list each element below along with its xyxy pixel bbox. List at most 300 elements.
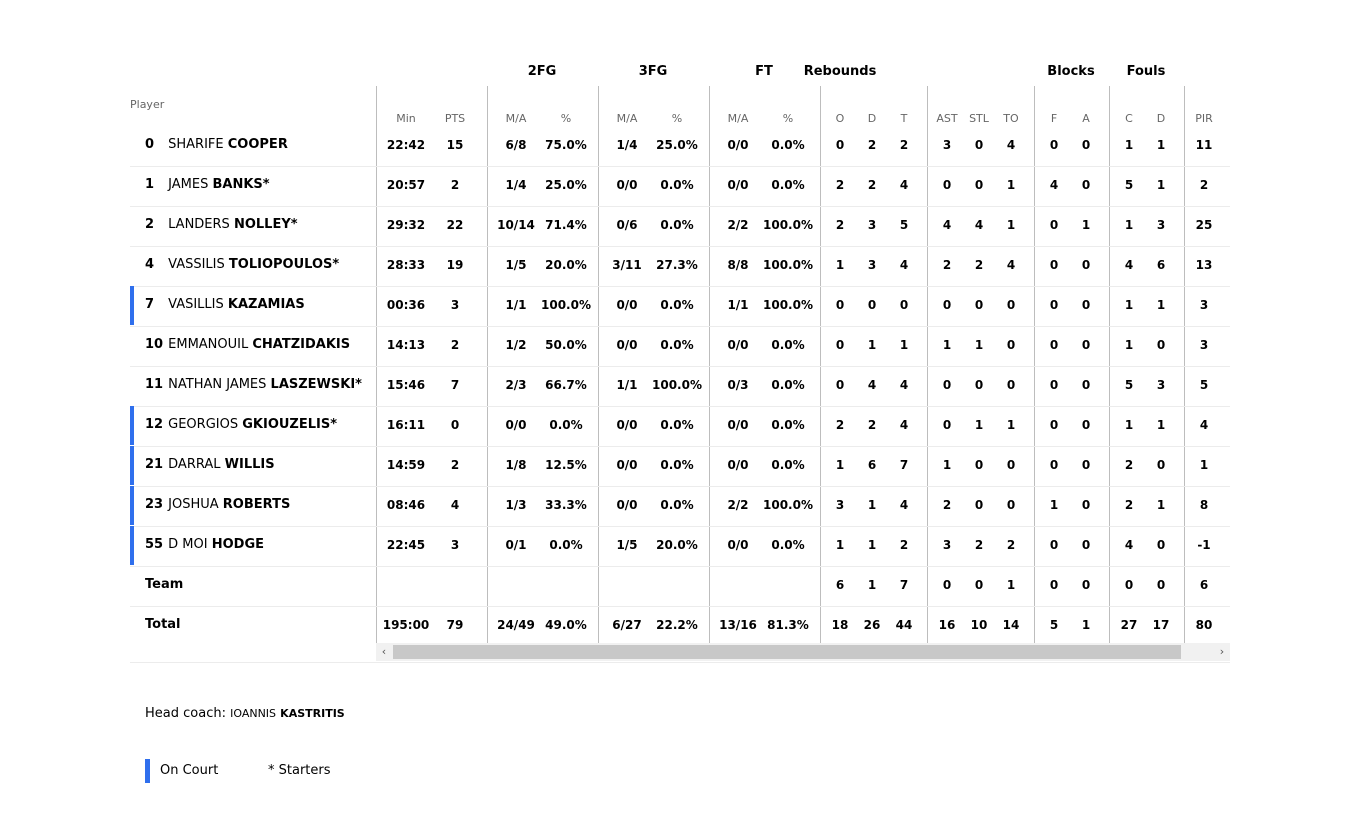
stat-cell: 0	[835, 138, 845, 152]
stat-cell: 4	[974, 218, 984, 232]
stat-cell: 0.0%	[660, 218, 694, 232]
stat-cell: 1	[1081, 218, 1091, 232]
column-header[interactable]: M/A	[727, 112, 749, 125]
stat-cell: 25.0%	[545, 178, 587, 192]
stat-cell: 0.0%	[771, 178, 805, 192]
stat-cell: 0/0	[616, 458, 638, 472]
player-first-name: EMMANOUIL	[168, 337, 249, 352]
column-header[interactable]: F	[1050, 112, 1058, 125]
on-court-legend-marker	[145, 759, 150, 783]
stat-cell: 28:33	[386, 258, 426, 272]
stat-cell: 22:45	[386, 538, 426, 552]
player-name[interactable]	[145, 297, 305, 313]
stat-cell: 2	[867, 418, 877, 432]
stat-cell: 0	[1081, 378, 1091, 392]
stat-cell: 4	[899, 258, 909, 272]
player-first-name: JOSHUA	[168, 497, 219, 512]
stat-cell: 7	[899, 578, 909, 592]
on-court-indicator	[130, 486, 134, 525]
stat-cell: 1	[1081, 618, 1091, 632]
stat-cell: 6/8	[505, 138, 527, 152]
on-court-indicator	[130, 526, 134, 565]
stat-cell: 0	[1006, 298, 1016, 312]
group-header-3fg: 3FG	[638, 64, 668, 79]
player-number: 10	[145, 337, 164, 352]
stat-cell: 0	[974, 458, 984, 472]
stat-cell: 3	[1156, 378, 1166, 392]
stat-cell: 0.0%	[660, 298, 694, 312]
stat-cell: 0/0	[727, 338, 749, 352]
stat-cell: 4	[1124, 258, 1134, 272]
player-last-name: CHATZIDAKIS	[252, 337, 351, 352]
stat-cell: 1/1	[727, 298, 749, 312]
stat-cell: 08:46	[386, 498, 426, 512]
stat-cell: 20:57	[386, 178, 426, 192]
stat-cell: 17	[1152, 618, 1170, 632]
stat-cell: 0	[835, 338, 845, 352]
player-last-name: BANKS*	[212, 177, 270, 192]
stat-cell: 3	[835, 498, 845, 512]
stat-cell: 2	[899, 138, 909, 152]
scroll-left-arrow-icon[interactable]: ‹	[381, 645, 387, 658]
player-last-name: COOPER	[227, 137, 288, 152]
player-name[interactable]	[145, 137, 288, 153]
stat-cell: 1	[1124, 298, 1134, 312]
stat-cell: 4	[1199, 418, 1209, 432]
stat-cell: 0/3	[727, 378, 749, 392]
stat-cell: 1	[1006, 418, 1016, 432]
stat-cell: 3	[450, 538, 460, 552]
stat-cell: 0	[1081, 138, 1091, 152]
column-header[interactable]: D	[867, 112, 877, 125]
stat-cell: 0.0%	[660, 418, 694, 432]
stat-cell: 4	[1049, 178, 1059, 192]
stat-cell: 2	[1124, 498, 1134, 512]
stat-cell: 0	[1006, 458, 1016, 472]
stat-cell: 0/1	[505, 538, 527, 552]
stat-cell: 0/0	[727, 538, 749, 552]
horizontal-scrollbar[interactable]	[376, 643, 1230, 661]
column-header[interactable]: STL	[969, 112, 989, 125]
player-number: 0	[145, 137, 155, 152]
stat-cell: 0.0%	[771, 538, 805, 552]
stat-cell: 1	[1199, 458, 1209, 472]
column-header[interactable]: O	[835, 112, 845, 125]
stat-cell: 0/0	[616, 178, 638, 192]
player-number: 7	[145, 297, 155, 312]
row-divider	[130, 326, 1230, 327]
stat-cell: 27.3%	[656, 258, 698, 272]
player-first-name: NATHAN JAMES	[168, 377, 267, 392]
player-name[interactable]	[145, 377, 362, 393]
stat-cell: 4	[899, 378, 909, 392]
stat-cell: 2	[450, 178, 460, 192]
player-name[interactable]	[145, 417, 337, 433]
stat-cell: 1	[942, 458, 952, 472]
stat-cell: 0	[942, 578, 952, 592]
stat-cell: 5	[899, 218, 909, 232]
team-row-label: Team	[145, 577, 184, 592]
stat-cell: 0/0	[505, 418, 527, 432]
stat-cell: 8	[1199, 498, 1209, 512]
stat-cell: 4	[899, 418, 909, 432]
stat-cell: 0	[1081, 538, 1091, 552]
player-name[interactable]	[145, 337, 350, 353]
coach-last-name: KASTRITIS	[280, 707, 345, 720]
stat-cell: 0	[450, 418, 460, 432]
stat-cell: 0.0%	[771, 378, 805, 392]
stat-cell: 79	[446, 618, 464, 632]
stat-cell: 0	[1049, 258, 1059, 272]
stat-cell: 1	[1006, 578, 1016, 592]
column-header[interactable]: TO	[1003, 112, 1019, 125]
player-number: 55	[145, 537, 164, 552]
stat-cell: 50.0%	[545, 338, 587, 352]
stat-cell: 0	[974, 578, 984, 592]
stat-cell: 0	[1081, 338, 1091, 352]
stat-cell: 1	[899, 338, 909, 352]
stat-cell: 4	[867, 378, 877, 392]
stat-cell: 0	[974, 298, 984, 312]
stat-cell: 20.0%	[545, 258, 587, 272]
player-last-name: NOLLEY*	[233, 217, 298, 232]
stat-cell: 4	[899, 498, 909, 512]
player-first-name: DARRAL	[168, 457, 221, 472]
stat-cell: 4	[1006, 138, 1016, 152]
column-header[interactable]: AST	[936, 112, 958, 125]
player-number: 11	[145, 377, 164, 392]
row-divider	[130, 566, 1230, 567]
stat-cell: 49.0%	[545, 618, 587, 632]
column-header[interactable]: M/A	[616, 112, 638, 125]
player-last-name: GKIOUZELIS*	[242, 417, 338, 432]
stat-cell: 1	[835, 538, 845, 552]
stat-cell: 1/8	[505, 458, 527, 472]
stat-cell: 6	[1156, 258, 1166, 272]
group-header-2fg: 2FG	[527, 64, 557, 79]
stat-cell: 0	[1081, 578, 1091, 592]
player-number: 4	[145, 257, 155, 272]
stat-cell: 16:11	[386, 418, 426, 432]
stat-cell: 27	[1120, 618, 1138, 632]
stat-cell: 1	[942, 338, 952, 352]
player-column-header[interactable]: Player	[130, 98, 165, 111]
stat-cell: 2	[942, 498, 952, 512]
player-first-name: GEORGIOS	[168, 417, 239, 432]
stat-cell: 0/0	[727, 458, 749, 472]
stat-cell: 1/5	[505, 258, 527, 272]
stat-cell: 1	[1124, 218, 1134, 232]
stat-cell: 2/2	[727, 218, 749, 232]
stat-cell: 4	[450, 498, 460, 512]
stat-cell: 5	[1199, 378, 1209, 392]
player-last-name: ROBERTS	[222, 497, 291, 512]
column-header[interactable]: A	[1082, 112, 1090, 125]
column-header[interactable]: %	[782, 112, 794, 125]
stat-cell: 1	[1156, 498, 1166, 512]
player-first-name: VASSILIS	[168, 257, 225, 272]
stat-cell: 1	[1156, 418, 1166, 432]
stat-cell: 15:46	[386, 378, 426, 392]
stat-cell: 1/4	[505, 178, 527, 192]
stat-cell: 1/2	[505, 338, 527, 352]
stat-cell: 1	[835, 458, 845, 472]
stat-cell: 0/0	[727, 178, 749, 192]
column-header[interactable]: T	[900, 112, 908, 125]
starters-legend-label: * Starters	[268, 763, 331, 778]
column-header[interactable]: %	[560, 112, 572, 125]
stat-cell: 0	[1081, 298, 1091, 312]
total-row-label: Total	[145, 617, 181, 632]
stat-cell: 3	[450, 298, 460, 312]
stat-cell: 2	[867, 178, 877, 192]
stat-cell: 100.0%	[763, 258, 813, 272]
column-header[interactable]: %	[671, 112, 683, 125]
stat-cell: 4	[1006, 258, 1016, 272]
table-scroll-area[interactable]	[130, 58, 1230, 663]
stat-cell: 0	[835, 298, 845, 312]
stat-cell: 1	[867, 498, 877, 512]
player-name[interactable]	[145, 217, 298, 233]
stat-cell: 2	[450, 338, 460, 352]
stat-cell: 66.7%	[545, 378, 587, 392]
stat-cell: 100.0%	[763, 298, 813, 312]
column-header[interactable]: D	[1156, 112, 1166, 125]
player-last-name: LASZEWSKI*	[270, 377, 362, 392]
player-last-name: HODGE	[211, 537, 264, 552]
stat-cell: 11	[1195, 138, 1213, 152]
row-divider	[130, 286, 1230, 287]
stat-cell: 10/14	[497, 218, 535, 232]
stat-cell: 3	[942, 538, 952, 552]
player-name[interactable]	[145, 497, 290, 513]
stat-cell: 2/3	[505, 378, 527, 392]
player-first-name: VASILLIS	[168, 297, 224, 312]
player-first-name: LANDERS	[168, 217, 230, 232]
stat-cell: 24/49	[497, 618, 535, 632]
row-divider	[130, 246, 1230, 247]
stat-cell: 0	[1049, 538, 1059, 552]
on-court-legend-label: On Court	[160, 763, 219, 778]
stat-cell: 14:59	[386, 458, 426, 472]
boxscore-table	[130, 58, 1230, 663]
stat-cell: 1	[1156, 298, 1166, 312]
stat-cell: 1	[1124, 418, 1134, 432]
stat-cell: 2	[835, 218, 845, 232]
row-divider	[130, 606, 1230, 607]
stat-cell: 2	[1199, 178, 1209, 192]
row-divider	[130, 406, 1230, 407]
stat-cell: 00:36	[386, 298, 426, 312]
player-number: 23	[145, 497, 164, 512]
stat-cell: 13/16	[719, 618, 757, 632]
stat-cell: 0	[1124, 578, 1134, 592]
group-header-rebounds: Rebounds	[803, 64, 877, 79]
stat-cell: 1/1	[505, 298, 527, 312]
stat-cell: 0.0%	[660, 338, 694, 352]
player-name[interactable]	[145, 537, 264, 553]
row-divider	[130, 166, 1230, 167]
stat-cell: 0	[942, 178, 952, 192]
stat-cell: 1	[867, 338, 877, 352]
stat-cell: 75.0%	[545, 138, 587, 152]
scrollbar-thumb[interactable]	[393, 645, 1181, 659]
stat-cell: 1	[835, 258, 845, 272]
stat-cell: 1	[974, 418, 984, 432]
stat-cell: 81.3%	[767, 618, 809, 632]
stat-cell: 0	[974, 178, 984, 192]
stat-cell: 0	[1049, 458, 1059, 472]
stat-cell: 2	[942, 258, 952, 272]
coach-label: Head coach:	[145, 706, 226, 721]
stat-cell: 1	[867, 578, 877, 592]
stat-cell: 7	[899, 458, 909, 472]
stat-cell: 2	[450, 458, 460, 472]
on-court-indicator	[130, 446, 134, 485]
stat-cell: 12.5%	[545, 458, 587, 472]
stat-cell: 1	[1049, 498, 1059, 512]
stat-cell: 0	[1049, 138, 1059, 152]
stat-cell: 0	[1049, 298, 1059, 312]
row-divider	[130, 486, 1230, 487]
stat-cell: 0/0	[616, 418, 638, 432]
stat-cell: 1	[1006, 218, 1016, 232]
stat-cell: 25	[1195, 218, 1213, 232]
player-first-name: SHARIFE	[168, 137, 224, 152]
stat-cell: 4	[899, 178, 909, 192]
stat-cell: 1/1	[616, 378, 638, 392]
stat-cell: 5	[1124, 378, 1134, 392]
stat-cell: 0	[942, 418, 952, 432]
stat-cell: 2	[867, 138, 877, 152]
stat-cell: 26	[863, 618, 881, 632]
stat-cell: 0	[1081, 258, 1091, 272]
stat-cell: -1	[1197, 538, 1211, 552]
stat-cell: 1	[1124, 138, 1134, 152]
stat-cell: 0	[1006, 338, 1016, 352]
stat-cell: 0	[1156, 578, 1166, 592]
stat-cell: 0	[1006, 378, 1016, 392]
stat-cell: 3	[867, 218, 877, 232]
scroll-right-arrow-icon[interactable]: ›	[1219, 645, 1225, 658]
row-divider	[130, 526, 1230, 527]
stat-cell: 80	[1195, 618, 1213, 632]
stat-cell: 2	[974, 538, 984, 552]
stat-cell: 0	[1006, 498, 1016, 512]
stat-cell: 0/0	[616, 298, 638, 312]
stat-cell: 0	[942, 378, 952, 392]
stat-cell: 1/5	[616, 538, 638, 552]
row-divider	[130, 206, 1230, 207]
stat-cell: 5	[1124, 178, 1134, 192]
player-number: 21	[145, 457, 164, 472]
stat-cell: 1	[867, 538, 877, 552]
player-number: 2	[145, 217, 155, 232]
stat-cell: 14:13	[386, 338, 426, 352]
stat-cell: 3/11	[612, 258, 642, 272]
stat-cell: 5	[1049, 618, 1059, 632]
player-name[interactable]	[145, 177, 270, 193]
stat-cell: 0	[974, 498, 984, 512]
stat-cell: 0/0	[616, 498, 638, 512]
player-first-name: JAMES	[168, 177, 209, 192]
stat-cell: 0	[1081, 498, 1091, 512]
stat-cell: 0	[899, 298, 909, 312]
stat-cell: 3	[1199, 338, 1209, 352]
column-header[interactable]: PIR	[1195, 112, 1213, 125]
stat-cell: 0.0%	[549, 538, 583, 552]
stat-cell: 0	[867, 298, 877, 312]
stat-cell: 0.0%	[660, 458, 694, 472]
stat-cell: 6	[867, 458, 877, 472]
player-number: 1	[145, 177, 155, 192]
player-name[interactable]	[145, 457, 275, 473]
group-header-fouls: Fouls	[1126, 64, 1166, 79]
stat-cell: 2	[835, 418, 845, 432]
stat-cell: 0.0%	[771, 458, 805, 472]
player-name[interactable]	[145, 257, 339, 273]
stat-cell: 100.0%	[541, 298, 591, 312]
stat-cell: 2	[1006, 538, 1016, 552]
column-header[interactable]: PTS	[444, 112, 466, 125]
stat-cell: 100.0%	[763, 218, 813, 232]
stat-cell: 71.4%	[545, 218, 587, 232]
stat-cell: 0	[1081, 178, 1091, 192]
group-header-ft: FT	[755, 64, 773, 79]
stat-cell: 0	[1049, 578, 1059, 592]
stat-cell: 0.0%	[771, 138, 805, 152]
stat-cell: 22.2%	[656, 618, 698, 632]
player-last-name: WILLIS	[224, 457, 275, 472]
player-last-name: TOLIOPOULOS*	[228, 257, 340, 272]
stat-cell: 0/0	[727, 418, 749, 432]
stat-cell: 16	[938, 618, 956, 632]
table-bottom-border	[130, 662, 1230, 663]
stat-cell: 19	[446, 258, 464, 272]
stat-cell: 0	[835, 378, 845, 392]
column-header[interactable]: Min	[396, 112, 416, 125]
stat-cell: 20.0%	[656, 538, 698, 552]
stat-cell: 6	[1199, 578, 1209, 592]
stat-cell: 0.0%	[660, 498, 694, 512]
stat-cell: 3	[942, 138, 952, 152]
column-header[interactable]: C	[1125, 112, 1133, 125]
stat-cell: 195:00	[382, 618, 430, 632]
column-header[interactable]: M/A	[505, 112, 527, 125]
stat-cell: 10	[970, 618, 988, 632]
stat-cell: 3	[867, 258, 877, 272]
row-divider	[130, 366, 1230, 367]
stat-cell: 22:42	[386, 138, 426, 152]
stat-cell: 0/0	[727, 138, 749, 152]
on-court-indicator	[130, 406, 134, 445]
stat-cell: 0.0%	[771, 418, 805, 432]
stat-cell: 2/2	[727, 498, 749, 512]
stat-cell: 14	[1002, 618, 1020, 632]
stat-cell: 1/3	[505, 498, 527, 512]
coach-first-name: IOANNIS	[230, 707, 277, 720]
stat-cell: 100.0%	[763, 498, 813, 512]
stat-cell: 1	[974, 338, 984, 352]
stat-cell: 0	[1049, 378, 1059, 392]
stat-cell: 0	[1156, 458, 1166, 472]
stat-cell: 1	[1006, 178, 1016, 192]
stat-cell: 18	[831, 618, 849, 632]
stat-cell: 29:32	[386, 218, 426, 232]
stat-cell: 44	[895, 618, 913, 632]
stat-cell: 25.0%	[656, 138, 698, 152]
stat-cell: 15	[446, 138, 464, 152]
